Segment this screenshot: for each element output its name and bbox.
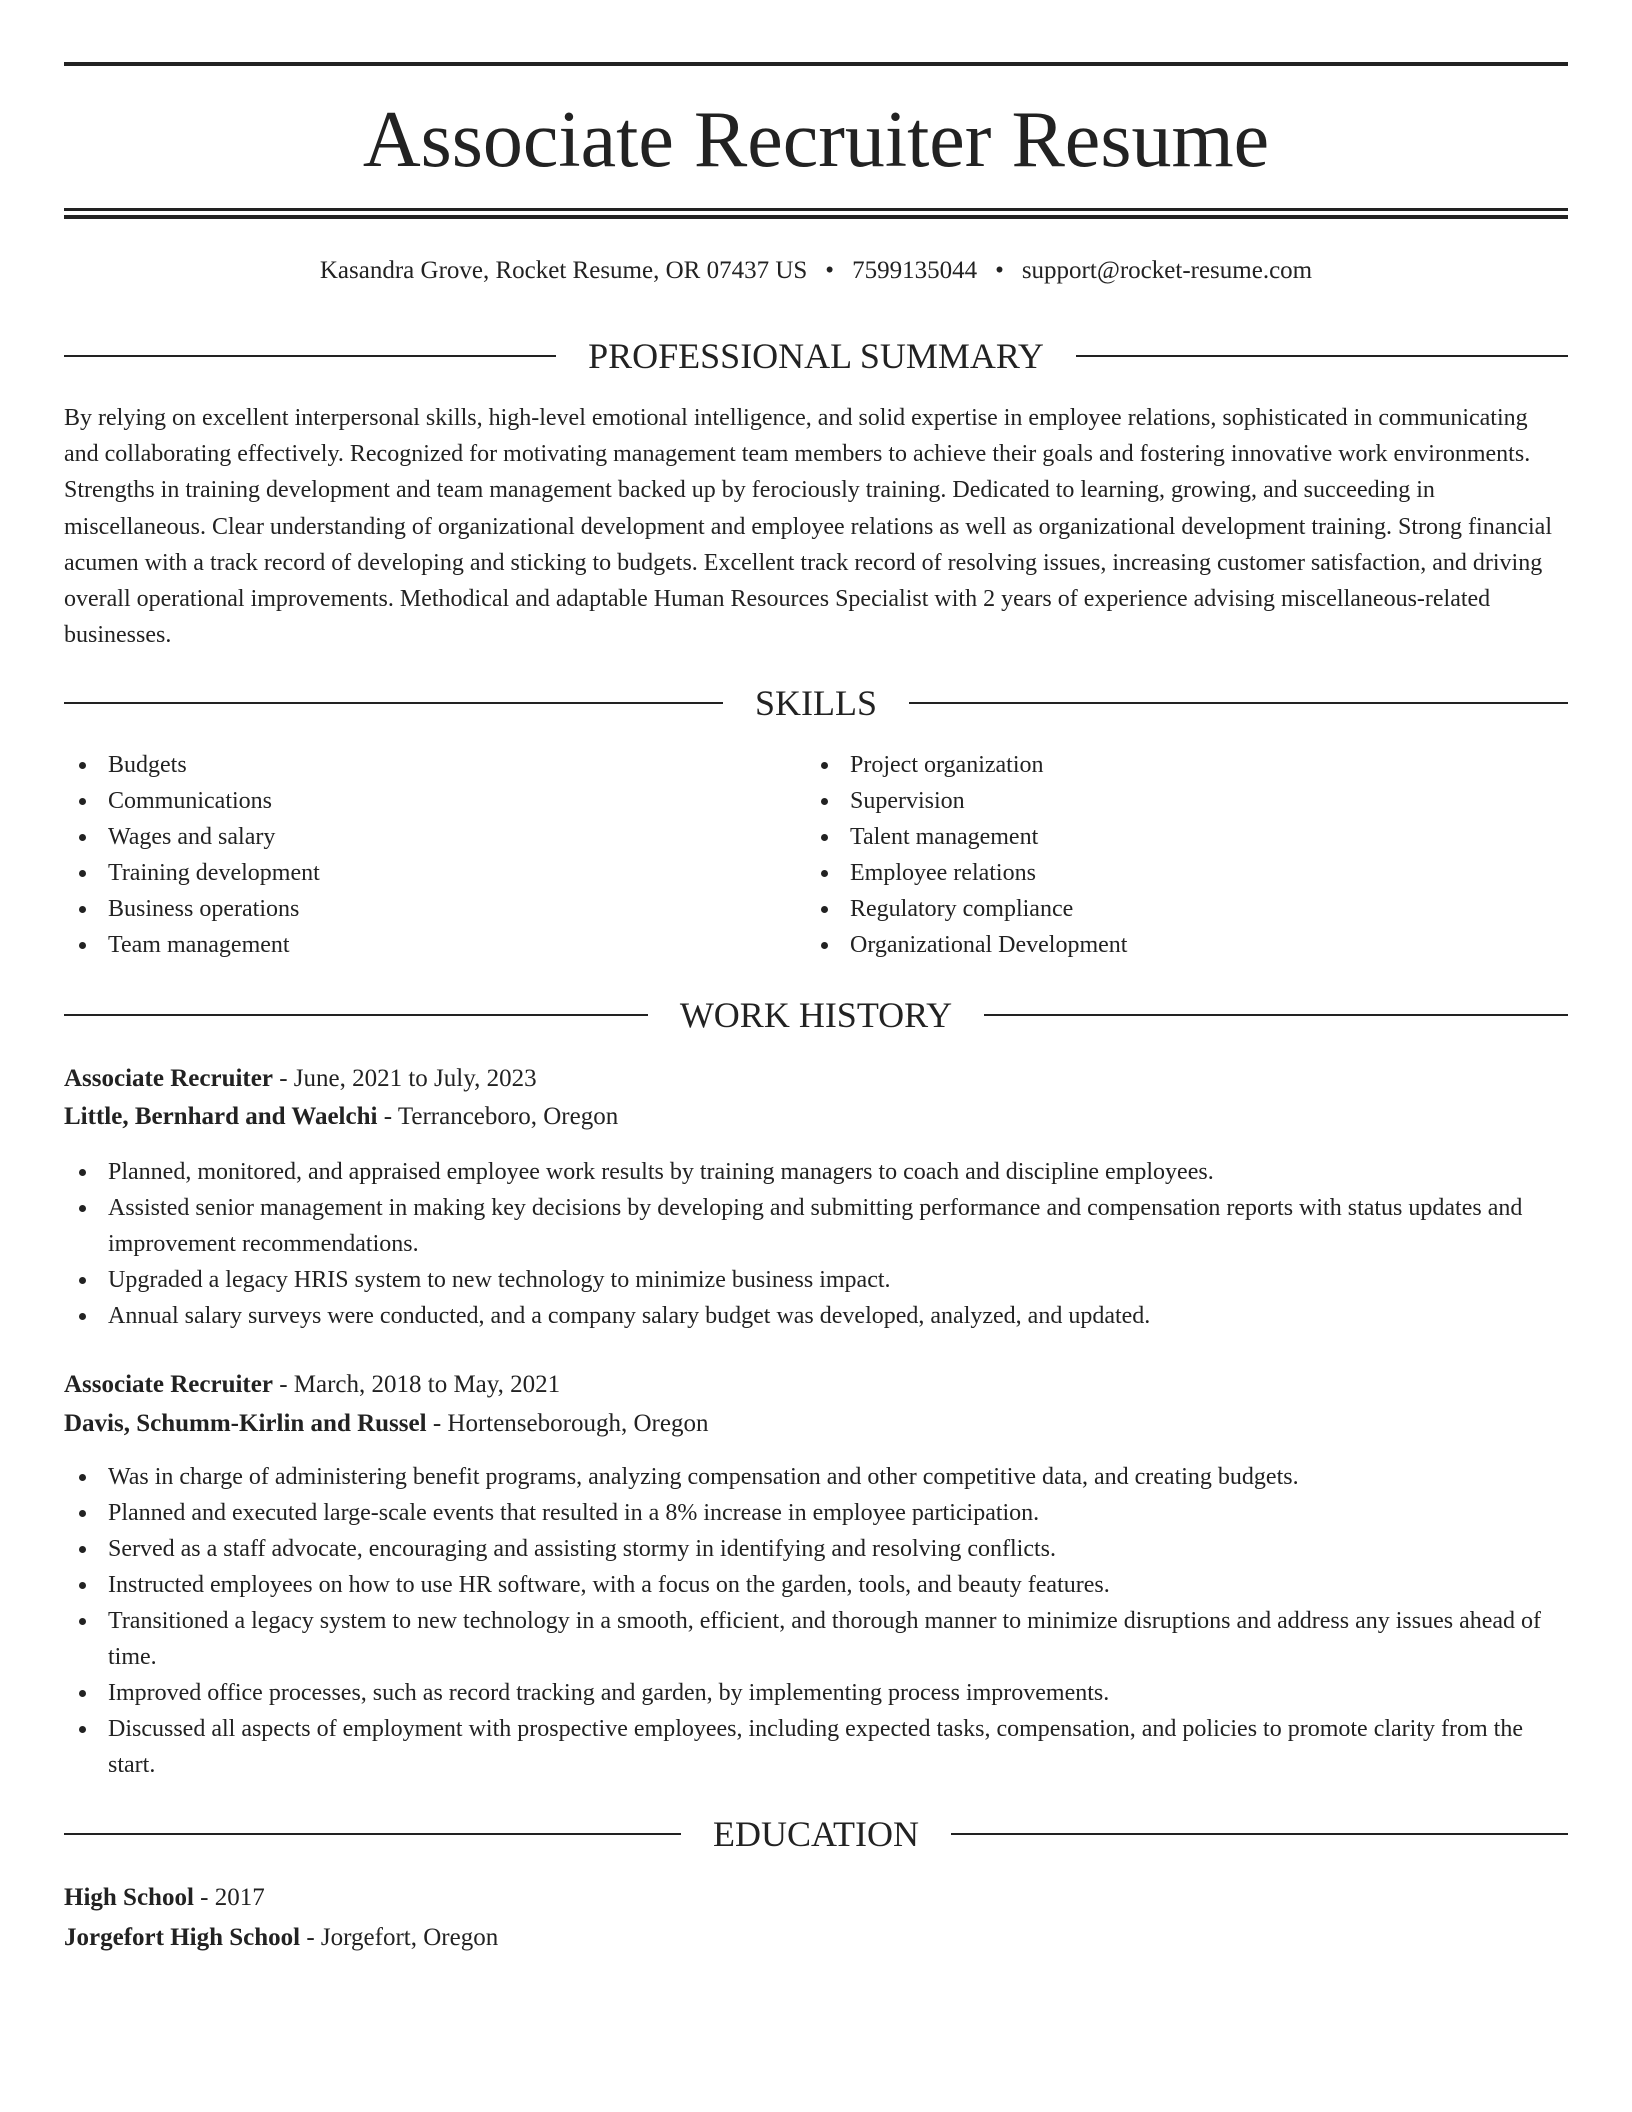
education-heading-label: EDUCATION (713, 1814, 919, 1854)
job-dates: June, 2021 to July, 2023 (293, 1065, 537, 1092)
contact-phone: 7599135044 (852, 257, 978, 284)
job-bullet: Planned, monitored, and appraised employee work results by training managers to coach and discipline employees. (64, 1154, 1568, 1190)
work-history-heading (64, 993, 1568, 1037)
education-degree-line (64, 1880, 1568, 1916)
summary-heading-label: PROFESSIONAL SUMMARY (588, 336, 1044, 376)
job-company: Little, Bernhard and Waelchi (64, 1103, 378, 1130)
dash: - (272, 1371, 294, 1398)
job-dates: March, 2018 to May, 2021 (293, 1371, 561, 1398)
job-title-line (64, 1367, 1568, 1403)
heading-rule (64, 355, 556, 357)
skills-column-right (806, 747, 1506, 963)
job-title: Associate Recruiter (64, 1065, 273, 1092)
job-bullet: Assisted senior management in making key decisions by developing and submitting performance and compensation reports with status updates and improvement recommendations. (64, 1190, 1568, 1262)
dash: - (377, 1103, 398, 1130)
dash: - (272, 1065, 294, 1092)
dash: - (300, 1924, 321, 1951)
contact-separator: • (825, 257, 835, 284)
job-bullet: Instructed employees on how to use HR software, with a focus on the garden, tools, and beauty features. (64, 1567, 1568, 1603)
skill-item: Team management (64, 927, 764, 963)
job-bullet: Planned and executed large-scale events that resulted in a 8% increase in employee participation. (64, 1495, 1568, 1531)
job-bullet: Improved office processes, such as record tracking and garden, by implementing process improvements. (64, 1675, 1568, 1711)
heading-rule (64, 702, 723, 704)
education-heading (64, 1812, 1568, 1856)
summary-text: By relying on excellent interpersonal skills, high-level emotional intelligence, and solid expertise in employee relations, sophisticated in communicating and collaborating effectively. Recognized for motivating management team members to achieve their goals and fostering innovative work environments. Strengths in training development and team management backed up by ferociously training. Dedicated to learning, growing, and succeeding in miscellaneous. Clear understanding of organizational development and employee relations as well as organizational development training. Strong financial acumen with a track record of developing and sticking to budgets. Excellent track record of resolving issues, increasing customer satisfaction, and driving overall operational improvements. Methodical and adaptable Human Resources Specialist with 2 years of experience advising miscellaneous-related businesses. (64, 405, 1552, 649)
job-location: Hortenseborough, Oregon (447, 1410, 709, 1437)
heading-rule (909, 702, 1568, 704)
skill-item: Communications (64, 783, 764, 819)
skill-item: Business operations (64, 891, 764, 927)
skill-item: Organizational Development (806, 927, 1506, 963)
skills-column-left (64, 747, 764, 963)
heading-rule (1076, 355, 1568, 357)
resume-title: Associate Recruiter Resume (362, 96, 1270, 184)
contact-address: Kasandra Grove, Rocket Resume, OR 07437 US (319, 257, 808, 284)
skill-item: Supervision (806, 783, 1506, 819)
heading-rule (64, 1014, 648, 1016)
title-double-rule (64, 208, 1568, 219)
contact-line (64, 254, 1568, 288)
education-location: Jorgefort, Oregon (320, 1924, 499, 1951)
job-bullets (64, 1459, 1568, 1783)
skill-item: Employee relations (806, 855, 1506, 891)
job-location: Terranceboro, Oregon (397, 1103, 619, 1130)
dash: - (193, 1884, 215, 1911)
skill-item: Training development (64, 855, 764, 891)
heading-rule (984, 1014, 1568, 1016)
education-year: 2017 (214, 1884, 265, 1911)
job-company-line (64, 1406, 1568, 1442)
job-bullet: Was in charge of administering benefit programs, analyzing compensation and other competitive data, and creating budgets. (64, 1459, 1568, 1495)
job-bullet: Upgraded a legacy HRIS system to new technology to minimize business impact. (64, 1262, 1568, 1298)
contact-separator: • (995, 257, 1004, 284)
education-degree: High School (64, 1884, 194, 1911)
skill-item: Budgets (64, 747, 764, 783)
job-title-line (64, 1061, 1568, 1097)
job-bullet: Served as a staff advocate, encouraging and assisting stormy in identifying and resolving conflicts. (64, 1531, 1568, 1567)
job-bullets (64, 1154, 1568, 1334)
heading-rule (64, 1833, 681, 1835)
job-company: Davis, Schumm-Kirlin and Russel (64, 1410, 427, 1437)
job-bullet: Annual salary surveys were conducted, and a company salary budget was developed, analyzed, and updated. (64, 1298, 1568, 1334)
job-title: Associate Recruiter (64, 1371, 273, 1398)
skill-item: Project organization (806, 747, 1506, 783)
top-rule (64, 62, 1568, 66)
skills-heading-label: SKILLS (755, 683, 878, 723)
job-bullet: Transitioned a legacy system to new technology in a smooth, efficient, and thorough manner to minimize disruptions and address any issues ahead of time. (64, 1603, 1568, 1675)
job-bullet: Discussed all aspects of employment with prospective employees, including expected tasks, compensation, and policies to promote clarity from the start. (64, 1711, 1568, 1783)
heading-rule (951, 1833, 1568, 1835)
education-school: Jorgefort High School (64, 1924, 301, 1951)
work-history-heading-label: WORK HISTORY (679, 995, 953, 1035)
summary-heading (64, 334, 1568, 378)
job-company-line (64, 1099, 1568, 1135)
contact-email: support@rocket-resume.com (1021, 257, 1313, 284)
dash: - (426, 1410, 448, 1437)
education-school-line (64, 1920, 1568, 1956)
skill-item: Regulatory compliance (806, 891, 1506, 927)
skill-item: Wages and salary (64, 819, 764, 855)
skills-heading (64, 681, 1568, 725)
skill-item: Talent management (806, 819, 1506, 855)
